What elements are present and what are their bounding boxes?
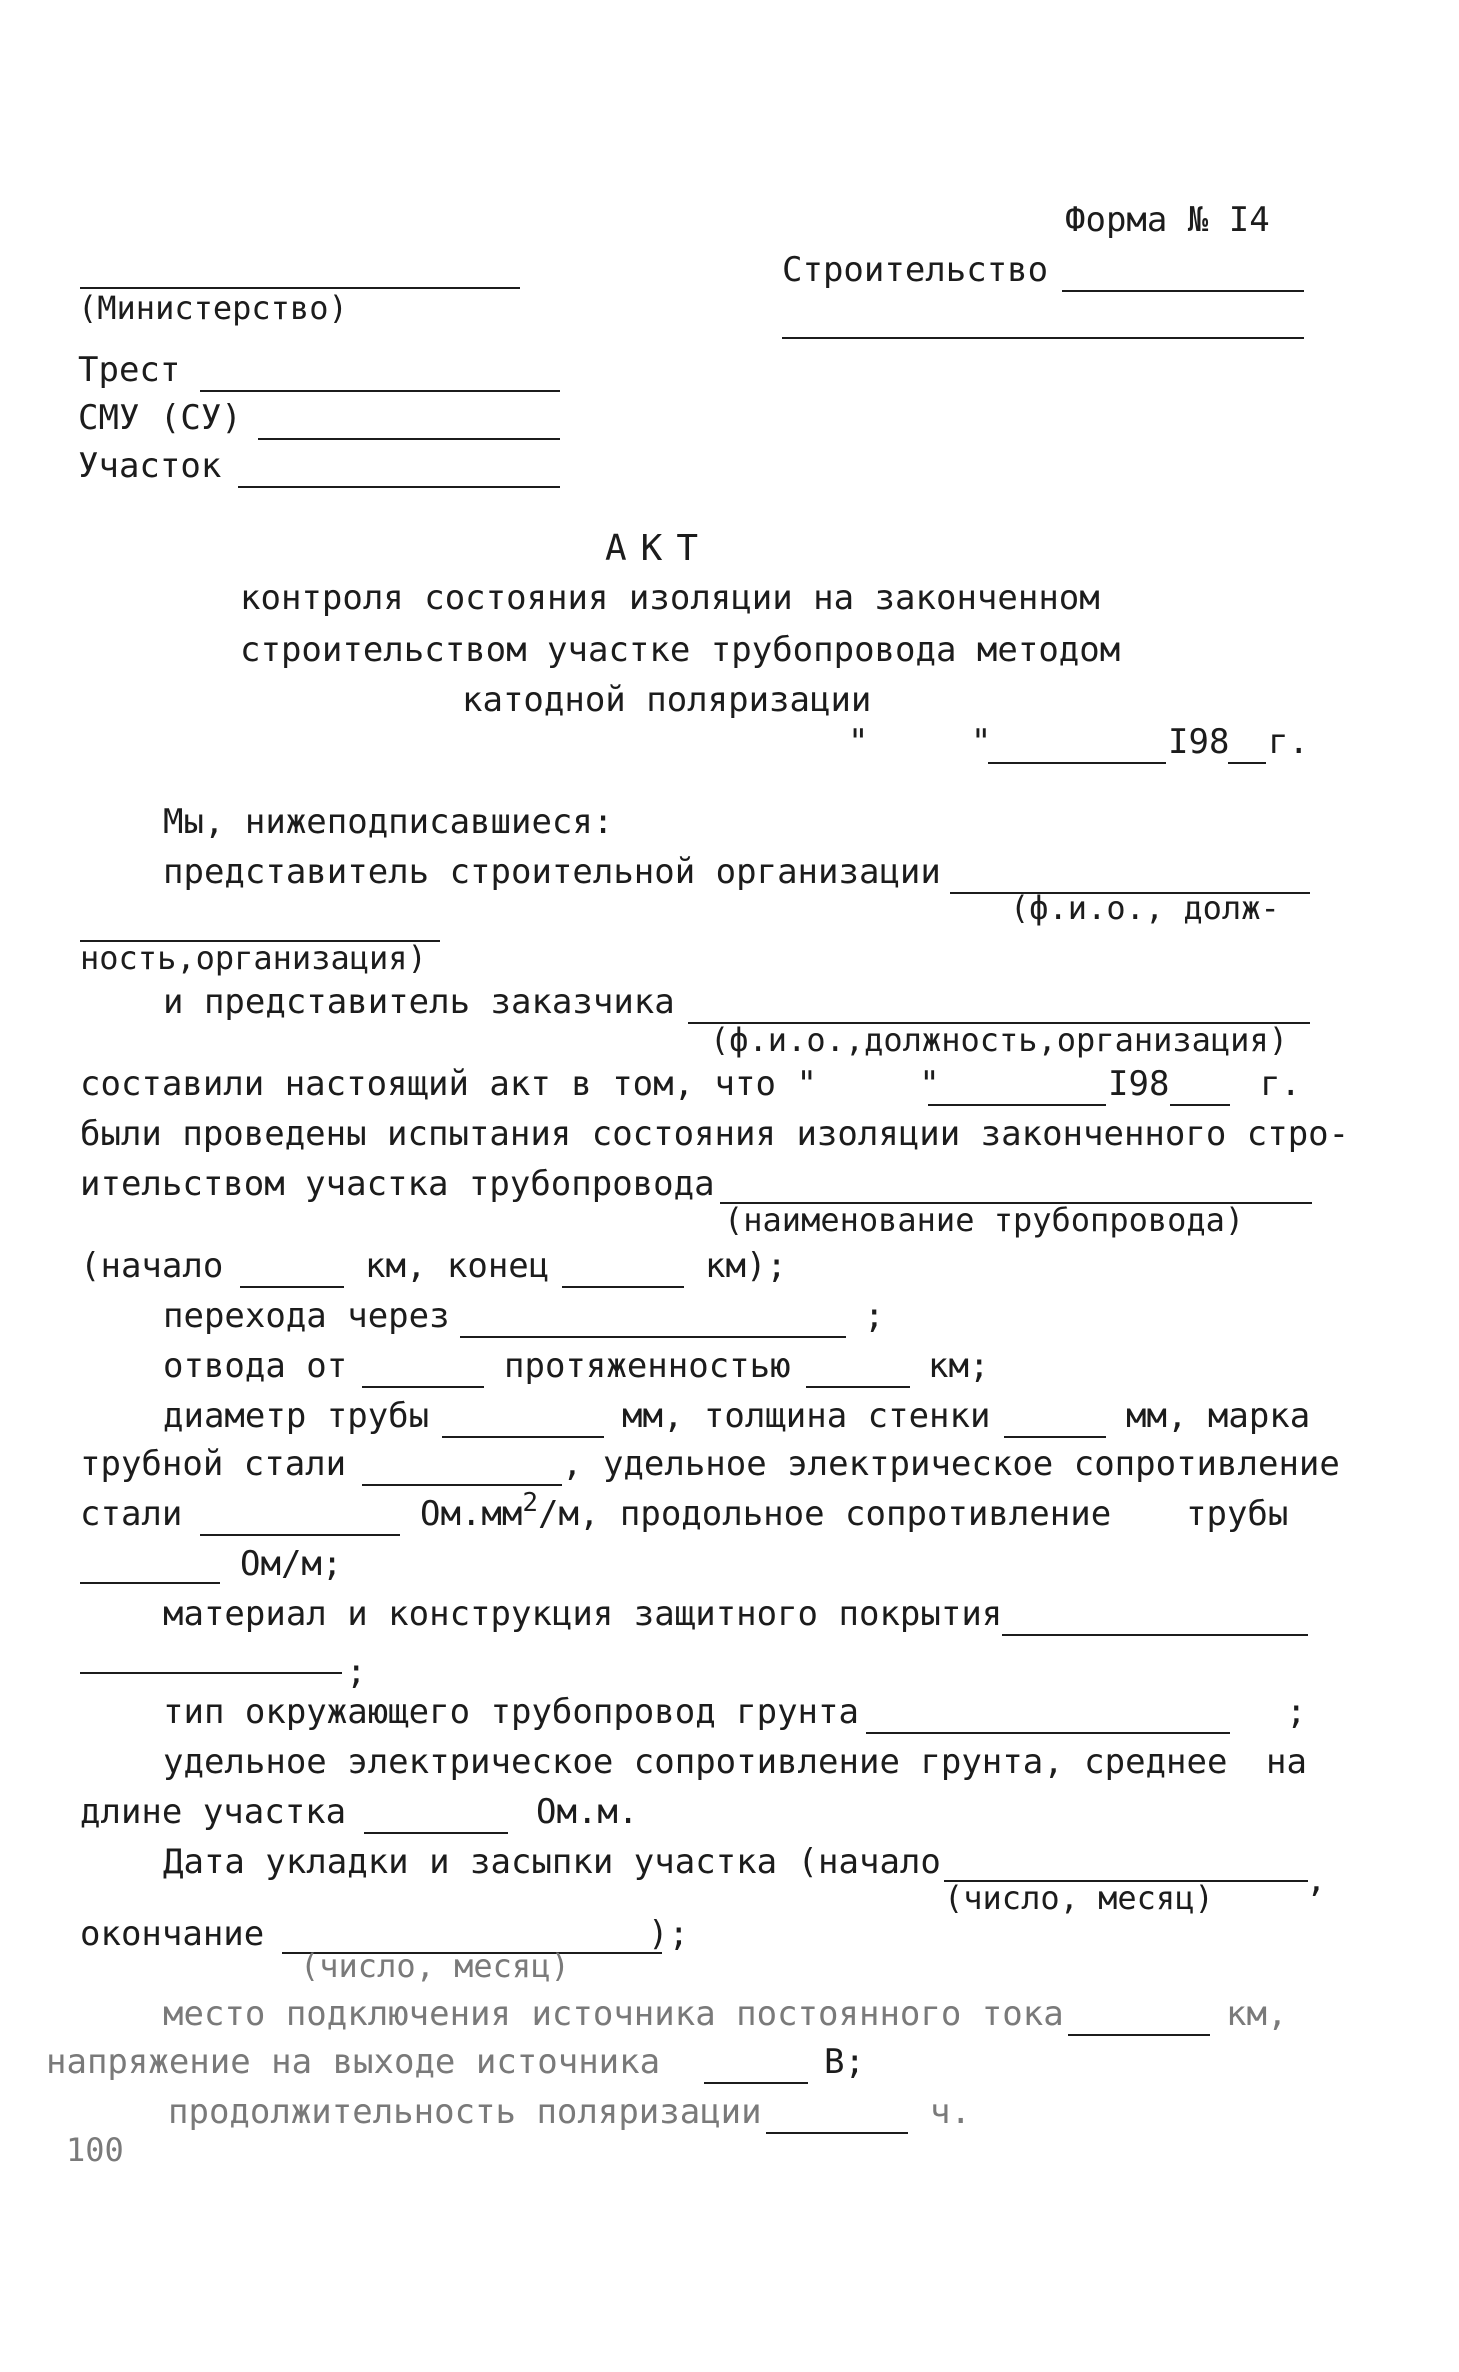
longitudinal-resistance-line[interactable] (80, 1582, 220, 1584)
polarization-duration-unit: ч. (930, 2092, 971, 2132)
date-quotes: " " (848, 722, 992, 762)
section-field-line[interactable] (238, 486, 560, 488)
start-km-line[interactable] (240, 1286, 344, 1288)
tests-line-1: были проведены испытания состояния изоляции законченного стро- (80, 1114, 1350, 1154)
trust-field-line[interactable] (200, 390, 560, 392)
title-year-suffix: г. (1268, 722, 1309, 762)
ministry-caption: (Министерство) (78, 289, 348, 327)
coating-label: материал и конструкция защитного покрытия (163, 1594, 1003, 1634)
crossing-label: перехода через (163, 1296, 450, 1336)
act-statement: составили настоящий акт в том, что " " (80, 1064, 940, 1104)
document-title: АКТ (605, 528, 713, 569)
construction-field-line-2[interactable] (782, 337, 1304, 339)
contractor-rep-caption-2: ность,организация) (80, 939, 427, 977)
power-source-location-line[interactable] (1068, 2034, 1210, 2036)
branch-from-line[interactable] (362, 1386, 484, 1388)
soil-type-label: тип окружающего трубопровод грунта (163, 1692, 859, 1732)
laying-start-comma: , (1306, 1860, 1327, 1900)
steel-resistivity-line[interactable] (200, 1534, 400, 1536)
coating-line[interactable] (1002, 1634, 1308, 1636)
smu-label: СМУ (СУ) (78, 398, 242, 438)
length-label: протяженностью (504, 1346, 791, 1386)
crossing-end: ; (864, 1296, 885, 1336)
end-km-unit: км); (705, 1246, 787, 1286)
pipeline-name-caption: (наименование трубопровода) (724, 1201, 1245, 1239)
end-label: км, конец (365, 1246, 550, 1286)
act-date-line[interactable] (928, 1104, 1106, 1106)
pipe-steel-line[interactable] (362, 1484, 562, 1486)
steel-resistivity-label: стали (80, 1494, 183, 1534)
title-line-1: контроля состояния изоляции на законченном (240, 578, 1100, 618)
branch-label: отвода от (163, 1346, 348, 1386)
power-source-km: км, (1226, 1994, 1288, 2034)
section-length-label: длине участка (80, 1792, 347, 1832)
contractor-rep-label: представитель строительной организации (163, 852, 941, 892)
soil-resistivity-on: на (1266, 1742, 1307, 1782)
section-label: Участок (78, 446, 222, 486)
soil-type-end: ; (1286, 1692, 1307, 1732)
soil-resistivity-unit: Ом.м. (536, 1792, 639, 1832)
coating-line-2[interactable] (80, 1672, 342, 1674)
trust-label: Трест (78, 350, 181, 390)
act-year: I98 (1108, 1064, 1170, 1104)
completion-caption: (число, месяц) (300, 1947, 570, 1985)
smu-field-line[interactable] (258, 438, 560, 440)
contractor-rep-caption: (ф.и.о., долж- (1010, 889, 1280, 927)
date-year-line[interactable] (1228, 762, 1266, 764)
construction-label: Строительство (782, 250, 1049, 290)
ohm-mm-unit: Ом.мм (420, 1494, 523, 1534)
start-label: (начало (80, 1246, 224, 1286)
soil-type-line[interactable] (866, 1732, 1230, 1734)
title-year: I98 (1168, 722, 1230, 762)
signatories-intro: Мы, нижеподписавшиеся: (163, 802, 614, 842)
completion-end: ); (648, 1914, 689, 1954)
wall-thickness-label: мм, толщина стенки (622, 1396, 991, 1436)
form-number: Форма № I4 (1065, 200, 1270, 240)
title-line-2: строительством участке трубопровода методом (240, 630, 1121, 670)
coating-end: ; (346, 1652, 367, 1692)
unit-superscript: 2 (522, 1488, 539, 1518)
customer-rep-label: и представитель заказчика (163, 982, 675, 1022)
construction-field-line[interactable] (1062, 290, 1304, 292)
laying-date-label: Дата укладки и засыпки участка (начало (163, 1842, 941, 1882)
steel-resistivity-unit (420, 1488, 1112, 1537)
power-source-location-label: место подключения источника постоянного тока (163, 1994, 1064, 2034)
polarization-duration-label: продолжительность поляризации (168, 2092, 762, 2132)
pipe-steel-label: трубной стали (80, 1444, 347, 1484)
title-line-3: катодной поляризации (462, 680, 872, 720)
longitudinal-resistance-unit: Ом/м; (240, 1544, 343, 1584)
source-voltage-unit: В; (824, 2042, 865, 2082)
act-year-suffix: г. (1260, 1064, 1301, 1104)
branch-length-unit: км; (928, 1346, 990, 1386)
crossing-line[interactable] (460, 1336, 846, 1338)
customer-rep-caption: (ф.и.о.,должность,организация) (710, 1021, 1288, 1059)
wall-thickness-line[interactable] (1004, 1436, 1106, 1438)
date-day-line[interactable] (988, 762, 1166, 764)
resistivity-label: , удельное электрическое сопротивление (562, 1444, 1340, 1484)
branch-length-line[interactable] (806, 1386, 910, 1388)
act-year-line[interactable] (1170, 1104, 1230, 1106)
page-number: 100 (66, 2131, 124, 2169)
soil-resistivity-line[interactable] (364, 1832, 508, 1834)
completion-label: окончание (80, 1914, 265, 1954)
soil-resistivity-label: удельное электрическое сопротивление грунта, среднее (163, 1742, 1228, 1782)
pipe-word: трубы (1186, 1494, 1289, 1534)
steel-grade-label: мм, марка (1126, 1396, 1311, 1436)
laying-start-caption: (число, месяц) (944, 1879, 1214, 1917)
longitudinal-resistance-label: /м, продольное сопротивление (538, 1494, 1112, 1534)
tests-line-2: ительством участка трубопровода (80, 1164, 715, 1204)
polarization-duration-line[interactable] (766, 2132, 908, 2134)
source-voltage-label: напряжение на выходе источника (46, 2042, 661, 2082)
end-km-line[interactable] (562, 1286, 684, 1288)
pipe-diameter-label: диаметр трубы (163, 1396, 430, 1436)
source-voltage-line[interactable] (704, 2082, 808, 2084)
pipe-diameter-line[interactable] (442, 1436, 604, 1438)
